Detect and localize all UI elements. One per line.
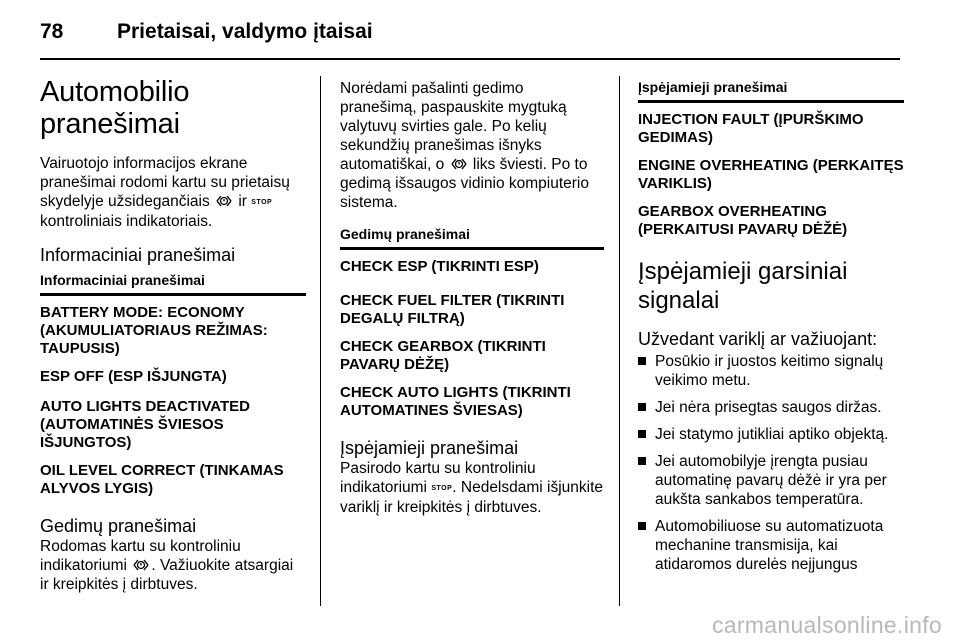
column-1 [40, 76, 306, 594]
fault-message: CHECK GEARBOX (TIKRINTI PAVARŲ DĖŽĘ) [340, 338, 546, 373]
clear-text-b: liks šviesti. Po to gedimą išsaugos vidinio kompiuterio sistema. [340, 156, 589, 211]
fault-text-b: . Važiuokite atsargiai ir kreipkitės į dirbtuves. [40, 557, 294, 593]
sound-heading: Įspėjamieji garsiniai signalai [638, 258, 848, 314]
info-table-head: Informaciniai pranešimai [40, 272, 306, 296]
section-title: Automobilio pranešimai [40, 76, 190, 140]
bullet-square-icon [638, 522, 646, 530]
intro-text-a: Vairuotojo informacijos ekrane pranešimai rodomi kartu su prietaisų skydelyje užsidegančiais [40, 155, 290, 210]
intro-text-mid: ir [238, 193, 247, 210]
list-item [638, 452, 904, 509]
fault-text-a: Rodomas kartu su kontroliniu indikatoriumi [40, 538, 241, 574]
fault-message: CHECK AUTO LIGHTS (TIKRINTI AUTOMATINES ŠVIESAS) [340, 384, 571, 419]
column-3 [638, 79, 904, 582]
list-item-text: Jei nėra prisegtas saugos diržas. [655, 399, 882, 416]
clear-fault-paragraph [340, 79, 604, 212]
info-message: ESP OFF (ESP IŠJUNGTA) [40, 368, 227, 385]
warning-message: INJECTION FAULT (ĮPURŠKIMO GEDIMAS) [638, 111, 864, 146]
list-item [638, 517, 904, 574]
fault-message: CHECK ESP (TIKRINTI ESP) [340, 258, 539, 275]
info-message: BATTERY MODE: ECONOMY (AKUMULIATORIAUS REŽIMAS: TAUPUSIS) [40, 304, 268, 357]
column-2 [340, 79, 604, 517]
warning-paragraph [340, 459, 604, 517]
stop-icon: STOP [251, 199, 273, 206]
fault-table-head: Gedimų pranešimai [340, 226, 604, 250]
page-number: 78 [40, 20, 64, 43]
warning-table-head: Įspėjamieji pranešimai [638, 79, 904, 103]
fault-heading: Gedimų pranešimai [40, 516, 197, 536]
intro-paragraph [40, 154, 306, 231]
bullet-square-icon [638, 403, 646, 411]
warning-text-a: Pasirodo kartu su kontroliniu indikatoriumi [340, 460, 536, 496]
bullet-square-icon [638, 430, 646, 438]
info-message: AUTO LIGHTS DEACTIVATED (AUTOMATINĖS ŠVIESOS IŠJUNGTOS) [40, 398, 250, 451]
stop-icon: STOP [431, 485, 453, 492]
list-item [638, 352, 904, 390]
page-header [40, 14, 900, 54]
list-item [638, 398, 904, 417]
watermark: carmanualsonline.info [711, 612, 942, 638]
steering-warning-icon [214, 194, 234, 208]
bullet-square-icon [638, 357, 646, 365]
list-item-text: Posūkio ir juostos keitimo signalų veikimo metu. [655, 353, 884, 389]
clear-text-a: Norėdami pašalinti gedimo pranešimą, paspauskite mygtuką valytuvų svirties gale. Po kelių sekundžių pranešimas išnyks automatiškai, o [340, 80, 567, 173]
bullet-square-icon [638, 457, 646, 465]
header-rule [40, 58, 900, 60]
fault-paragraph [40, 537, 306, 594]
list-item [638, 425, 904, 444]
sound-list [638, 352, 904, 574]
info-message: OIL LEVEL CORRECT (TINKAMAS ALYVOS LYGIS) [40, 462, 284, 497]
info-heading: Informaciniai pranešimai [40, 245, 236, 265]
steering-warning-icon [131, 558, 151, 572]
warning-text-b: . Nedelsdami išjunkite variklį ir kreipkitės į dirbtuves. [340, 479, 604, 516]
column-divider-1 [320, 76, 321, 606]
warning-message: ENGINE OVERHEATING (PERKAITĘS VARIKLIS) [638, 157, 904, 192]
intro-text-b: kontroliniais indikatoriais. [40, 213, 213, 230]
list-item-text: Automobiliuose su automatizuota mechanine transmisija, kai atidaromos durelės neįjungus [655, 518, 884, 573]
warning-heading: Įspėjamieji pranešimai [340, 438, 519, 458]
steering-warning-icon [449, 157, 469, 171]
list-item-text: Jei statymo jutikliai aptiko objektą. [655, 426, 889, 443]
sound-subheading: Užvedant variklį ar važiuojant: [638, 329, 878, 349]
column-divider-2 [619, 76, 620, 606]
fault-message: CHECK FUEL FILTER (TIKRINTI DEGALŲ FILTRĄ) [340, 292, 565, 327]
chapter-title: Prietaisai, valdymo įtaisai [117, 20, 373, 43]
warning-message: GEARBOX OVERHEATING (PERKAITUSI PAVARŲ DĖŽĖ) [638, 203, 848, 238]
list-item-text: Jei automobilyje įrengta pusiau automatinę pavarų dėžė ir yra per aukšta sankabos temperatūra. [655, 453, 887, 508]
